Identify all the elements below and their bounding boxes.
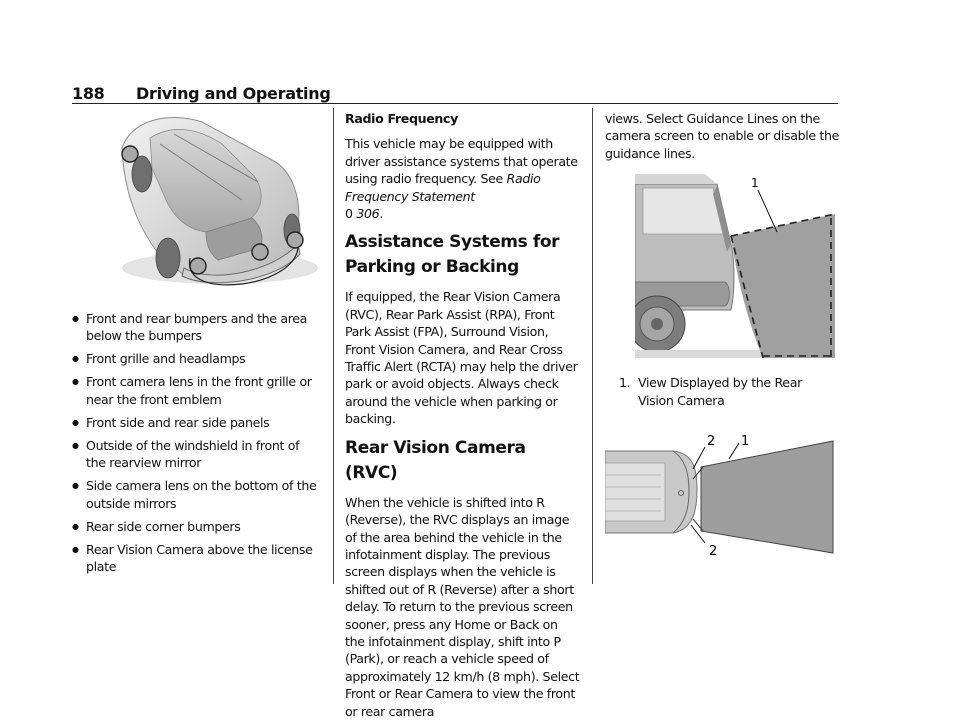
column-divider	[333, 108, 334, 584]
camera-guidance-overhead-illustration	[605, 429, 837, 557]
callout-label: 2	[709, 544, 717, 558]
caption-number: 1.	[619, 375, 631, 391]
radio-frequency-paragraph: This vehicle may be equipped with driver assistance systems that operate using radio frequency. See Radio Frequency Statement 0 306.	[345, 136, 578, 222]
assistance-systems-heading: Assistance Systems for Parking or Backing	[345, 232, 560, 278]
rf-text: This vehicle may be equipped with driver assistance systems that operate using radio frequency. See	[345, 136, 578, 187]
rf-reference-link[interactable]: Radio Frequency Statement 0 306	[345, 171, 541, 222]
page-number: 188	[72, 84, 105, 103]
middle-column	[345, 110, 580, 728]
callout-label: 2	[707, 434, 715, 450]
header-rule	[72, 103, 838, 104]
assistance-systems-paragraph: If equipped, the Rear Vision Camera (RVC), Rear Park Assist (RPA), Front Park Assist (FPA), Surround Vision, Front Vision Camera, and Rear Cross Traffic Alert (RCTA) may help the driver park or avoid objects. Always check around the vehicle when parking or backing.	[345, 289, 578, 427]
guidance-lines-paragraph: views. Select Guidance Lines on the camera screen to enable or disable the guidance lines.	[605, 111, 840, 161]
rear-camera-view-illustration	[635, 174, 835, 358]
list-item	[619, 374, 841, 409]
list-item: ● Front grille and headlamps	[72, 350, 322, 367]
left-column	[72, 108, 322, 581]
list-item: ● Rear Vision Camera above the license plate	[72, 541, 322, 576]
figure-caption	[619, 374, 841, 409]
list-item: ● Front side and rear side panels	[72, 414, 322, 431]
right-column	[605, 110, 841, 557]
vehicle-sensor-illustration	[102, 108, 322, 294]
list-item: ● Front camera lens in the front grille or near the front emblem	[72, 373, 322, 408]
list-item: ● Rear side corner bumpers	[72, 518, 322, 535]
rear-vision-camera-heading: Rear Vision Camera (RVC)	[345, 437, 526, 483]
list-item: ● Front and rear bumpers and the area below the bumpers	[72, 310, 322, 345]
callout-label: 1	[751, 176, 759, 191]
list-item: ● Side camera lens on the bottom of the outside mirrors	[72, 477, 322, 512]
column-divider	[592, 108, 593, 584]
list-item: ● Outside of the windshield in front of the rearview mirror	[72, 437, 322, 472]
radio-frequency-heading: Radio Frequency	[345, 111, 459, 126]
section-title: Driving and Operating	[136, 84, 331, 103]
caption-text: View Displayed by the Rear Vision Camera	[638, 375, 802, 408]
rear-vision-camera-paragraph: When the vehicle is shifted into R (Reverse), the RVC displays an image of the area behind the vehicle in the infotainment display. The previous screen displays when the vehicle is shifted out of R (Reverse) after a short delay. To return to the previous screen sooner, press any Home or Back on the infotainment display, shift into P (Park), or reach a vehicle speed of approximately 12 km/h (8 mph). Select Front or Rear Camera to view the front or rear camera	[345, 494, 580, 719]
page-reference-arrow: 0	[345, 206, 353, 222]
inspection-bullet-list	[72, 310, 322, 575]
callout-label: 1	[741, 434, 749, 450]
